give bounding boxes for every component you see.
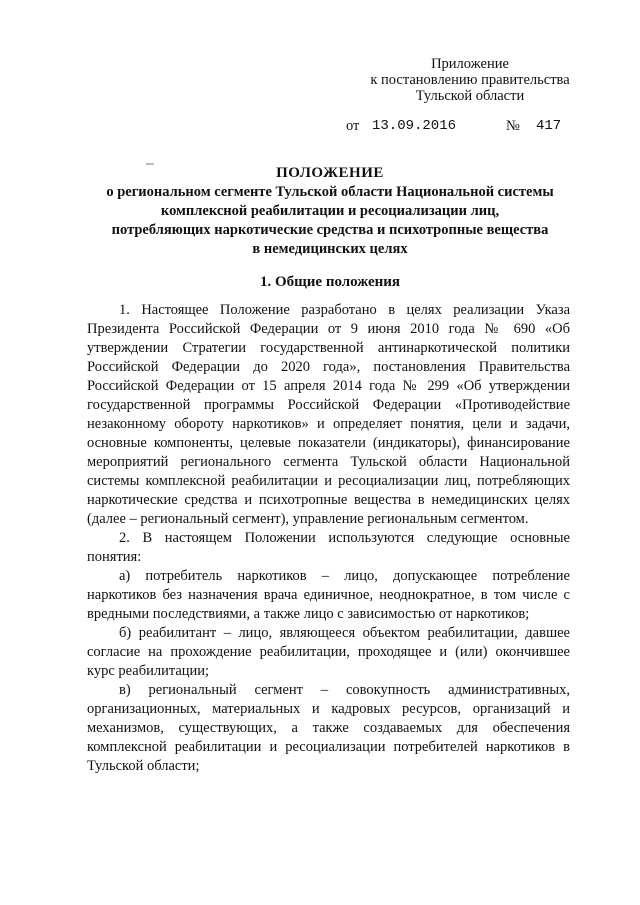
appendix-line: к постановлению правительства: [370, 72, 570, 88]
section-heading: 1. Общие положения: [259, 274, 401, 290]
document-title: [88, 164, 572, 259]
appendix-line: Тульской области: [415, 88, 525, 104]
document-number: 417: [536, 118, 562, 134]
paragraph: в) региональный сегмент – совокупность административных, организационных, материальных и кадровых ресурсов, организаций и механизмов, существующих, а также создаваемых для обеспечения комплексной реабилитации и ресоциализации потребителей наркотиков в Тульской области;: [87, 682, 570, 774]
number-sign: №: [506, 118, 520, 134]
paragraph: 2. В настоящем Положении используются следующие основные понятия:: [87, 530, 570, 565]
title-main: ПОЛОЖЕНИЕ: [276, 165, 384, 181]
paragraph: 1. Настоящее Положение разработано в целях реализации Указа Президента Российской Федерации от 9 июня 2010 года № 690 «Об утверждении Стратегии государственной антинаркотической политики Российской Федерации до 2020 года», постановления Правительства Российской Федерации от 15 апреля 2014 года № 299 «Об утверждении государственной программы Российской Федерации «Противодействие незаконному обороту наркотиков» и определяет понятия, цели и задачи, основные компоненты, целевые показатели (индикаторы), финансирование мероприятий регионального сегмента Тульской области Национальной системы комплексной реабилитации и ресоциализации лиц, потребляющих наркотические средства и психотропные вещества в немедицинских целях (далее – региональный сегмент), управление региональным сегментом.: [87, 302, 570, 527]
title-subline: комплексной реабилитации и ресоциализации лиц,: [160, 203, 500, 219]
section-body: [87, 301, 570, 776]
paragraph: а) потребитель наркотиков – лицо, допускающее потребление наркотиков без назначения врача единичное, неоднократное, в том числе с вредными последствиями, а также лицо с зависимостью от наркотиков;: [87, 568, 570, 622]
title-subline: потребляющих наркотические средства и психотропные вещества: [111, 222, 549, 238]
appendix-line: Приложение: [431, 56, 509, 72]
appendix-header: [360, 56, 580, 104]
date-prefix: от: [346, 118, 360, 134]
title-subline: о региональном сегменте Тульской области Национальной системы: [106, 184, 554, 200]
document-date: 13.09.2016: [372, 118, 457, 134]
title-subline: в немедицинских целях: [252, 241, 408, 257]
paragraph: б) реабилитант – лицо, являющееся объектом реабилитации, давшее согласие на прохождение реабилитации, проходящее и (или) окончившее курс реабилитации;: [87, 625, 570, 679]
